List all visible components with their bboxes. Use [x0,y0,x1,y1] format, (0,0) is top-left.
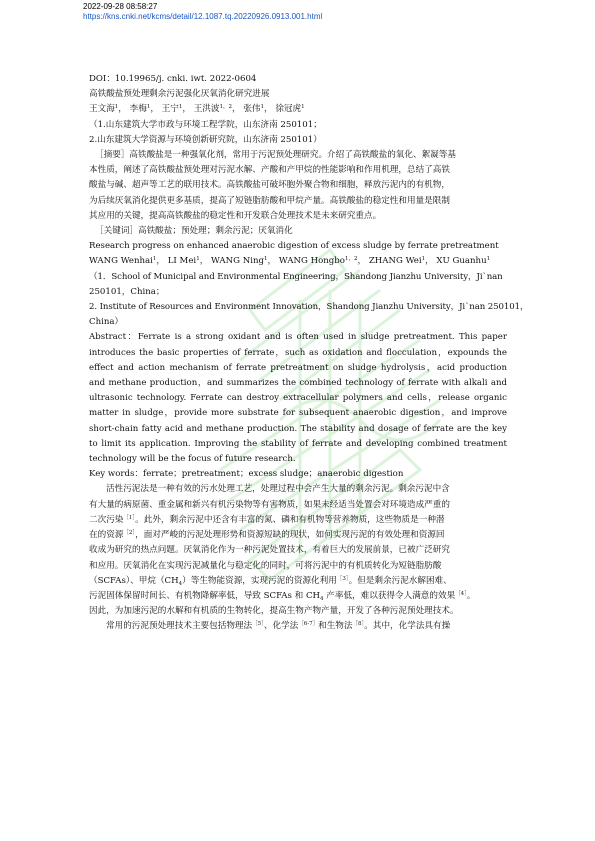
author-affil-sup: 1 [421,256,426,263]
author-affil-sup: 1 [152,256,157,263]
body-text: （SCFAs）、甲烷（CH [89,575,179,586]
body-line: 和应用。厌氧消化在实现污泥减量化与稳定化的同时，可将污泥中的有机质转化为短链脂肪酸 [89,560,442,571]
author-affil-sup: 1 [301,104,305,111]
abstract-en-label: Abstract： [89,332,138,343]
citation-ref[interactable]: ［3］ [336,575,349,582]
body-text: 。此外，剩余污泥中还含有丰富的氮、磷和有机物等营养物质，这些物质是一种潜 [135,514,445,525]
title-cn: 高铁酸盐预处理剩余污泥强化厌氧消化研究进展 [89,89,270,100]
author-en: WANG Hongbo [278,256,345,267]
body-text: 产率低，难以获得令人满意的效果 [323,590,456,601]
body-text: 污泥固体保留时间长、有机物降解率低，导致 SCFAs 和 CH [89,590,321,601]
author-affil-sup: 1 [196,256,200,263]
keywords-cn-text: 高铁酸盐；预处理；剩余污泥；厌氧消化 [137,226,293,237]
abstract-cn-line: 其应用的关键，提高高铁酸盐的稳定性和开发联合处理技术是未来研究重点。 [89,210,382,221]
affiliation-en-3: 2. Institute of Resources and Environment Innovation，Shandong Jianzhu University，Ji`nan 250101， [89,302,529,313]
abstract-cn-text: 高铁酸盐是一种强氧化剂，常用于污泥预处理研究。介绍了高铁酸盐的氧化、絮凝等基 [129,150,456,161]
body-text: 。但是剩余污泥水解困难、 [348,575,452,586]
citation-ref[interactable]: ［2］ [123,530,136,537]
body-text: 和生物法 [318,621,353,632]
keywords-en-label: Key words： [89,469,144,480]
keywords-en-text: ferrate；pretreatment；excess sludge；anaerobic digestion [143,469,404,480]
body-line: 因此，为加速污泥的水解和有机质的生物转化，提高生物产物产量，开发了各种污泥预处理技术。 [89,606,459,617]
download-timestamp: 2022-09-28 08:58:27 [83,2,158,11]
authors-en: WANG Wenhai$^1$， LI Mei$^1$， WANG Ning$^1$， WANG Hongbo$^{1,2}$， ZHANG Wei$^1$， XU Guanhu$^1$ [89,256,491,267]
affiliation-cn-2: 2.山东建筑大学资源与环境创新研究院，山东济南 250101） [89,134,322,145]
article-url-link[interactable]: https://kns.cnki.net/kcms/detail/12.1087.tq.20220926.0913.001.html [83,12,323,21]
body-text: 常用的污泥预处理技术主要包括物理法 [106,621,253,632]
author-en: XU Guanhu [436,256,487,267]
body-line: 有大量的病原菌、重金属和新兴有机污染物等有害物质，如果未经适当处置会对环境造成严重的 [89,499,450,510]
abstract-cn-line: 为后续厌氧消化提供更多基质，提高了短链脂肪酸和甲烷产量。高铁酸盐的稳定性和用量是限制 [89,195,450,206]
author-affil-sup: 1 [260,104,265,111]
author-affil-sup: 1，2 [219,104,232,111]
authors-cn: 王文海$^1$， 李梅$^1$， 王宁$^1$， 王洪波$^{1,2}$， 张伟$^1$， 徐冠虎$^1$ [89,104,305,115]
body-line [89,574,507,589]
citation-ref[interactable]: ［8］ [352,621,365,628]
author-affil-sup: 1 [264,256,268,263]
author-cn: 张伟 [243,104,261,115]
abstract-cn-line: 本性质，阐述了高铁酸盐预处理对污泥水解、产酸和产甲烷的性能影响和作用机理，总结了高铁 [89,165,450,176]
citation-ref[interactable]: ［6-7］ [298,621,319,628]
doi: DOI：10.19965/j. cnki. iwt. 2022-0604 [89,74,257,84]
affiliation-cn-1: （1.山东建筑大学市政与环境工程学院，山东济南 250101； [89,119,322,130]
body-text: 。其中，化学法具有操 [364,621,451,632]
author-en: WANG Ning [211,256,265,267]
abstract-en-text: Ferrate is a strong oxidant and is often used in sludge pretreatment. This paper introduces the basic properties of ferrate，such as oxidation and flocculation，expounds the effect and action mechanism of ferrate pretreatment on sludge hydrolysis，acid production and methane production，and summarizes the combined technology of ferrate with alkali and ultrasonic technology. Ferrate can destroy extracellular polymers and cells，release organic matter in sludge，provide more substrate for subsequent anaerobic digestion，and improve short-chain fatty acid and methane production. The stability and dosage of ferrate are the key to limit its application. Improving the stability of ferrate and developing combined treatment technology will be the focus of future research. [89,332,507,465]
body-text: 、化学法 [263,621,299,632]
keywords-cn [89,224,507,239]
affiliation-en-2: 250101，China； [89,286,165,297]
author-cn: 王洪波 [193,104,220,115]
body-text: ，面对严峻的污泥处理形势和资源短缺的现状，如何实现污泥的有效处理和资源回 [135,530,445,541]
affiliation-en-4: China） [89,317,124,328]
abstract-cn-line: 酸盐与碱、超声等工艺的联用技术。高铁酸盐可破坏胞外聚合物和细胞，释放污泥内的有机物， [89,180,450,191]
abstract-cn-label: ［摘要］ [95,150,130,161]
body-text: 。 [466,590,476,601]
body-line [89,528,507,543]
body-line: 收成为研究的热点问题。厌氧消化作为一种污泥处置技术，有着巨大的发展前景，已被广泛研究 [89,545,450,556]
citation-ref[interactable]: ［5］ [252,621,264,628]
citation-ref[interactable]: ［1］ [123,514,136,521]
body-text: ）等生物能资源，实现污泥的资源化利用 [182,575,337,586]
author-affil-sup: 1 [486,256,491,263]
author-affil-sup: 1 [178,104,183,111]
chemical-subscript: 4 [320,595,324,602]
author-cn: 王宁 [161,104,179,115]
author-affil-sup: 1 [146,104,151,111]
author-affil-sup: 1 [114,104,119,111]
body-text: 在的资源 [89,530,124,541]
author-cn: 李梅 [129,104,147,115]
author-en: ZHANG Wei [368,256,422,267]
body-line [89,619,507,634]
body-text: 二次污染 [89,514,124,525]
author-cn: 王文海 [89,104,115,115]
author-en: WANG Wenhai [89,256,153,267]
abstract-en [89,330,507,467]
author-en: LI Mei [167,256,197,267]
body-line [89,589,507,604]
title-en: Research progress on enhanced anaerobic digestion of excess sludge by ferrate pretreatment [89,241,499,252]
keywords-en [89,467,507,482]
download-header [83,2,322,22]
keywords-cn-label: ［关键词］ [95,226,138,237]
abstract-cn-line [89,148,507,163]
body-line: 活性污泥法是一种有效的污水处理工艺，处理过程中会产生大量的剩余污泥。剩余污泥中含 [106,484,450,495]
author-affil-sup: 1，2 [344,256,358,263]
affiliation-en-1: （1．School of Municipal and Environmental Engineering，Shandong Jianzhu University，Ji`nan [89,271,503,282]
chemical-subscript: 4 [178,580,183,587]
citation-ref[interactable]: ［4］ [455,590,467,597]
article-content [89,72,529,635]
body-line [89,513,507,528]
author-cn: 徐冠虎 [275,104,302,115]
